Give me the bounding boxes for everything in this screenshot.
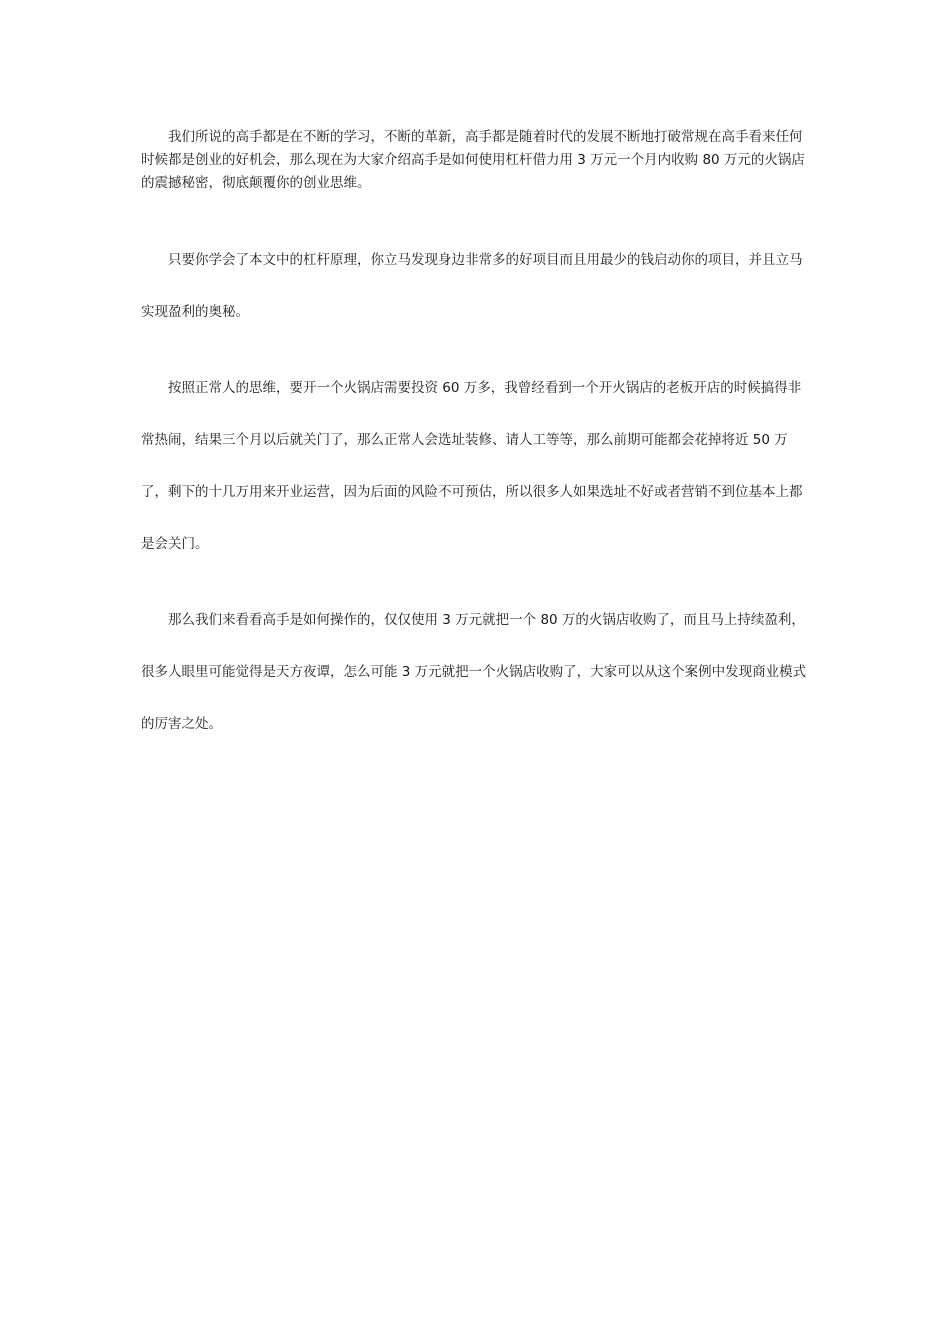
paragraph-normal-thinking: 按照正常人的思维，要开一个火锅店需要投资 60 万多，我曾经看到一个开火锅店的老板开店的时候搞得非常热闹，结果三个月以后就关门了，那么正常人会选址装修、请人工等等，那么前期可能都会花掉将近 50 万了，剩下的十几万用来开业运营，因为后面的风险不可预估，所以很多人如果选址不好或者营销不到位基本上都是会关门。 (141, 380, 803, 552)
paragraph-expert-operation: 那么我们来看看高手是如何操作的，仅仅使用 3 万元就把一个 80 万的火锅店收购了，而且马上持续盈利，很多人眼里可能觉得是天方夜谭，怎么可能 3 万元就把一个火锅店收购了，大家可以从这个案例中发现商业模式的厉害之处。 (141, 612, 807, 732)
paragraph-leverage: 只要你学会了本文中的杠杆原理，你立马发现身边非常多的好项目而且用最少的钱启动你的项目，并且立马实现盈利的奥秘。 (141, 252, 803, 320)
paragraph-intro: 我们所说的高手都是在不断的学习，不断的革新，高手都是随着时代的发展不断地打破常规在高手看来任何时候都是创业的好机会，那么现在为大家介绍高手是如何使用杠杆借力用 3 万元一个月内收购 80 万元的火锅店的震撼秘密，彻底颠覆你的创业思维。 (141, 129, 805, 191)
document-body (141, 126, 813, 750)
